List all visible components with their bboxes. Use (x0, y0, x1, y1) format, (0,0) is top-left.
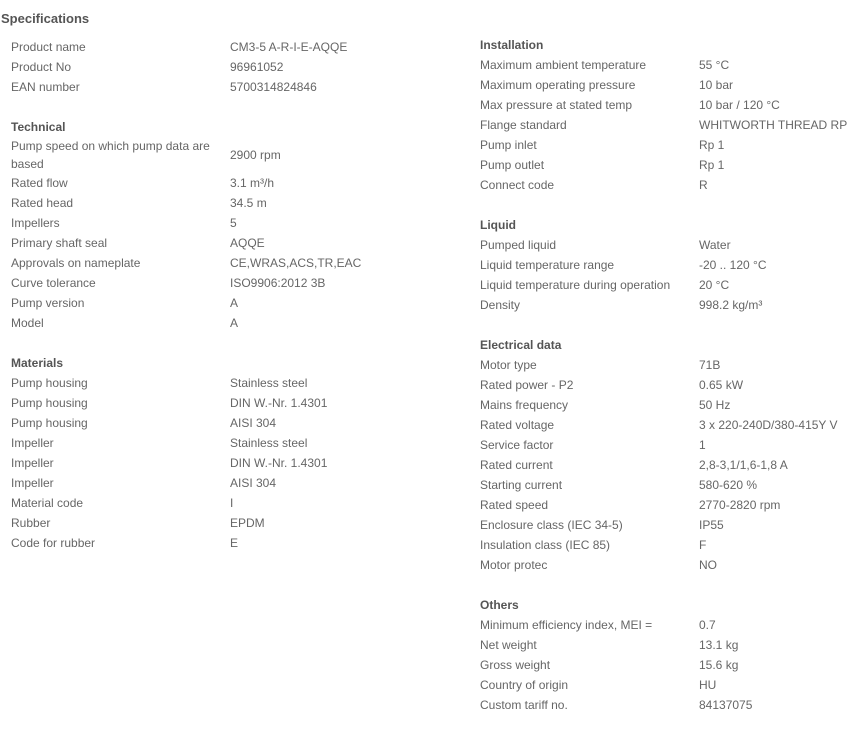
spec-row (480, 675, 860, 695)
spec-label: Impeller (11, 476, 54, 490)
spec-row (480, 135, 860, 155)
section-liquid (480, 215, 860, 315)
spec-value: 55 °C (699, 58, 730, 72)
spec-row (480, 395, 860, 415)
spec-label: Material code (11, 496, 84, 510)
left-column (11, 37, 391, 573)
right-column (480, 35, 860, 735)
spec-label: Enclosure class (IEC 34-5) (480, 518, 623, 532)
spec-value: 580-620 % (699, 478, 758, 492)
spec-label: Primary shaft seal (11, 236, 108, 250)
spec-value: 96961052 (230, 60, 284, 74)
spec-row (11, 413, 391, 433)
spec-row (11, 37, 391, 57)
spec-row (11, 233, 391, 253)
spec-label: Rubber (11, 516, 51, 530)
spec-row (11, 373, 391, 393)
spec-row (11, 393, 391, 413)
spec-label: Pump housing (11, 396, 88, 410)
spec-value: EPDM (230, 516, 265, 530)
spec-value: 71B (699, 358, 721, 372)
spec-label: Impeller (11, 436, 54, 450)
spec-label: Mains frequency (480, 398, 569, 412)
spec-row (11, 173, 391, 193)
spec-row (480, 475, 860, 495)
section-title: Materials (11, 356, 64, 370)
spec-label: Motor type (480, 358, 537, 372)
spec-row (11, 293, 391, 313)
spec-row (11, 77, 391, 97)
spec-label: Rated power - P2 (480, 378, 574, 392)
spec-value: Rp 1 (699, 138, 725, 152)
spec-value: E (230, 536, 239, 550)
spec-row (11, 313, 391, 333)
spec-row (480, 55, 860, 75)
spec-label: Connect code (480, 178, 555, 192)
spec-value: 13.1 kg (699, 638, 739, 652)
spec-row (11, 253, 391, 273)
section-title: Liquid (480, 218, 516, 232)
spec-row (11, 57, 391, 77)
spec-row (11, 273, 391, 293)
spec-value: WHITWORTH THREAD RP (699, 118, 848, 132)
spec-label: Motor protec (480, 558, 548, 572)
spec-value: A (230, 316, 239, 330)
spec-label: Maximum ambient temperature (480, 58, 647, 72)
spec-value: NO (699, 558, 717, 572)
spec-label: Country of origin (480, 678, 569, 692)
spec-value: CE,WRAS,ACS,TR,EAC (230, 256, 362, 270)
spec-row (480, 355, 860, 375)
spec-label: Starting current (480, 478, 563, 492)
section-title: Others (480, 598, 519, 612)
spec-row (480, 635, 860, 655)
spec-label: Density (480, 298, 521, 312)
spec-value: Stainless steel (230, 376, 308, 390)
spec-value: F (699, 538, 707, 552)
spec-row (11, 493, 391, 513)
spec-label: Maximum operating pressure (480, 78, 636, 92)
section-title: Installation (480, 38, 544, 52)
spec-row (11, 137, 391, 173)
spec-row (480, 415, 860, 435)
spec-value: AISI 304 (230, 416, 277, 430)
section-installation (480, 35, 860, 195)
spec-value: ISO9906:2012 3B (230, 276, 326, 290)
spec-row (480, 555, 860, 575)
spec-value: 2770-2820 rpm (699, 498, 781, 512)
spec-value: 998.2 kg/m³ (699, 298, 763, 312)
spec-row (480, 495, 860, 515)
spec-label: Approvals on nameplate (11, 256, 141, 270)
spec-value: 3 x 220-240D/380-415Y V (699, 418, 838, 432)
spec-value: 20 °C (699, 278, 730, 292)
spec-row (11, 453, 391, 473)
section-materials (11, 353, 391, 553)
section-product-info (11, 37, 391, 97)
spec-row (480, 295, 860, 315)
spec-value: 3.1 m³/h (230, 176, 275, 190)
spec-value: DIN W.-Nr. 1.4301 (230, 396, 328, 410)
spec-value: 50 Hz (699, 398, 731, 412)
spec-value: Stainless steel (230, 436, 308, 450)
spec-row (480, 75, 860, 95)
spec-row (480, 375, 860, 395)
spec-row (480, 275, 860, 295)
spec-label: Pump speed on which pump data are based (11, 139, 210, 171)
spec-row (480, 655, 860, 675)
spec-row (11, 433, 391, 453)
spec-label: Rated current (480, 458, 553, 472)
section-title: Electrical data (480, 338, 562, 352)
spec-value: R (699, 178, 708, 192)
spec-value: 2900 rpm (230, 148, 281, 162)
spec-label: Minimum efficiency index, MEI = (480, 618, 653, 632)
spec-label: EAN number (11, 80, 80, 94)
spec-row (480, 95, 860, 115)
spec-row (480, 435, 860, 455)
section-title: Technical (11, 120, 66, 134)
spec-value: A (230, 296, 239, 310)
spec-label: Impellers (11, 216, 60, 230)
spec-label: Net weight (480, 638, 537, 652)
spec-label: Product name (11, 40, 86, 54)
spec-label: Max pressure at stated temp (480, 98, 633, 112)
spec-row (11, 473, 391, 493)
spec-label: Pumped liquid (480, 238, 557, 252)
spec-row (11, 533, 391, 553)
spec-row (480, 235, 860, 255)
spec-label: Pump housing (11, 416, 88, 430)
spec-value: HU (699, 678, 717, 692)
spec-value: 84137075 (699, 698, 753, 712)
spec-label: Rated voltage (480, 418, 555, 432)
spec-label: Pump version (11, 296, 85, 310)
spec-row (480, 615, 860, 635)
spec-label: Product No (11, 60, 72, 74)
spec-value: -20 .. 120 °C (699, 258, 767, 272)
spec-label: Liquid temperature during operation (480, 278, 671, 292)
spec-row (11, 193, 391, 213)
section-technical (11, 117, 391, 333)
spec-label: Code for rubber (11, 536, 96, 550)
spec-row (11, 213, 391, 233)
spec-label: Gross weight (480, 658, 551, 672)
spec-value: I (230, 496, 234, 510)
spec-value: AQQE (230, 236, 265, 250)
spec-label: Liquid temperature range (480, 258, 615, 272)
spec-label: Service factor (480, 438, 554, 452)
spec-value: CM3-5 A-R-I-E-AQQE (230, 40, 348, 54)
spec-label: Pump inlet (480, 138, 537, 152)
spec-label: Rated flow (11, 176, 68, 190)
spec-row (11, 513, 391, 533)
spec-value: 15.6 kg (699, 658, 739, 672)
spec-label: Curve tolerance (11, 276, 96, 290)
spec-value: 1 (699, 438, 706, 452)
spec-row (480, 455, 860, 475)
spec-row (480, 515, 860, 535)
spec-label: Rated speed (480, 498, 549, 512)
spec-row (480, 175, 860, 195)
spec-row (480, 695, 860, 715)
spec-value: Rp 1 (699, 158, 725, 172)
spec-value: 5 (230, 216, 237, 230)
spec-label: Custom tariff no. (480, 698, 568, 712)
spec-value: 0.65 kW (699, 378, 744, 392)
spec-value: 10 bar (699, 78, 734, 92)
spec-row (480, 115, 860, 135)
spec-value: DIN W.-Nr. 1.4301 (230, 456, 328, 470)
spec-value: 5700314824846 (230, 80, 317, 94)
spec-value: Water (699, 238, 731, 252)
spec-label: Rated head (11, 196, 74, 210)
spec-row (480, 255, 860, 275)
spec-label: Pump housing (11, 376, 88, 390)
spec-value: 0.7 (699, 618, 716, 632)
spec-label: Insulation class (IEC 85) (480, 538, 611, 552)
page-title: Specifications (1, 11, 90, 26)
spec-value: 10 bar / 120 °C (699, 98, 780, 112)
spec-row (480, 535, 860, 555)
spec-value: 34.5 m (230, 196, 267, 210)
spec-value: 2,8-3,1/1,6-1,8 A (699, 458, 788, 472)
spec-label: Impeller (11, 456, 54, 470)
spec-label: Flange standard (480, 118, 567, 132)
spec-label: Model (11, 316, 44, 330)
section-electrical-data (480, 335, 860, 575)
spec-value: AISI 304 (230, 476, 277, 490)
section-others (480, 595, 860, 715)
spec-value: IP55 (699, 518, 724, 532)
spec-label: Pump outlet (480, 158, 545, 172)
spec-row (480, 155, 860, 175)
